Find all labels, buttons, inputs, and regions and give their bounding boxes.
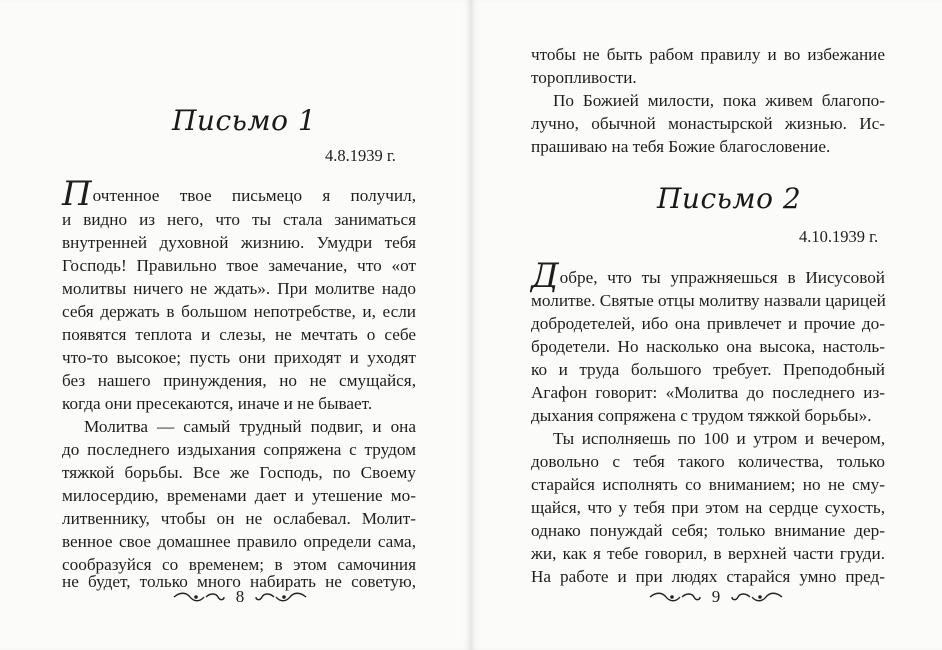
paragraph-line: сообразуйся со временем; в этом самочиния [62, 555, 416, 574]
letter-1-heading: Письмо 1 [172, 104, 317, 137]
paragraph-line: На работе и при людях старайся умно пред- [531, 567, 885, 586]
paragraph-line: довольно с тебя такого количества, только [531, 452, 885, 471]
paragraph-line: венное свое домашнее правило определи сама, [62, 532, 416, 551]
paragraph-line: жи, как я тебе говорил, в верхней части груди. [531, 544, 885, 563]
paragraph-line: дыхания сопряжена с трудом тяжкой борьбы». [531, 406, 872, 425]
drop-cap: Д [531, 256, 559, 296]
paragraph-line [531, 256, 885, 296]
paragraph-line: лучно, обычной монастырской жизнью. Ис- [531, 114, 885, 133]
paragraph-line: и видно из него, что ты стала заниматься [62, 210, 416, 229]
paragraph-line: литвеннику, чтобы он не ослабевал. Молит- [62, 509, 416, 528]
paragraph-line: что-то высокое; пусть они приходят и уходят [62, 348, 416, 367]
paragraph-line: когда они пресекаются, иначе и не бывает. [62, 394, 373, 413]
paragraph-line: до последнего издыхания сопряжена с трудом [62, 440, 416, 459]
page-number: 8 [235, 587, 245, 606]
paragraph-line: Господь! Правильно твое замечание, что «от [62, 256, 416, 275]
paragraph-line: появятся теплота и слезы, не мечтать о себе [62, 325, 416, 344]
letter-1-date: 4.8.1939 г. [325, 146, 396, 165]
paragraph-line: однако понуждай себя; только внимание дер- [531, 521, 885, 540]
paragraph-line: По Божией милости, пока живем благопо- [553, 91, 885, 110]
paragraph-line: молитвы ничего не ждать». При молитве надо [62, 279, 416, 298]
paragraph-line: чтобы не быть рабом правилу и во избежание [531, 45, 885, 64]
paragraph-line: себя держать в большом непотребстве, и, если [62, 302, 416, 321]
paragraph-line: прашиваю на тебя Божие благословение. [531, 137, 831, 156]
letter-2-date: 4.10.1939 г. [799, 227, 879, 246]
letter-2-heading: Письмо 2 [657, 182, 802, 215]
paragraph-line: Молитва — самый трудный подвиг, и она [84, 417, 416, 436]
ornament-icon [730, 590, 784, 604]
paragraph-line: тяжкой борьбы. Все же Господь, по Своему [62, 463, 416, 482]
page-number: 9 [711, 587, 721, 606]
right-page-footer [636, 586, 796, 608]
paragraph-line: старайся исполнять со вниманием; но не сму- [531, 475, 885, 494]
right-page [471, 0, 942, 650]
paragraph-line: бродетели. Но насколько она высока, настоль- [531, 337, 885, 356]
paragraph-line: щайся, что у тебя при этом на сердце сухость, [531, 498, 885, 517]
paragraph-line: без нашего принуждения, но не смущайся, [62, 371, 416, 390]
line-text: очтенное твое письмецо я получил, [92, 186, 416, 205]
line-text: обре, что ты упражняешься в Иисусовой [559, 268, 885, 287]
paragraph-line: Агафон говорит: «Молитва до последнего из- [531, 383, 885, 402]
paragraph-line: внутренней духовной жизнию. Умудри тебя [62, 233, 416, 252]
paragraph-line: торопливости. [531, 68, 637, 87]
drop-cap: П [62, 174, 92, 214]
paragraph-line: милосердию, временами дает и утешение мо- [62, 486, 416, 505]
paragraph-line: Ты исполняешь по 100 и утром и вечером, [553, 429, 885, 448]
ornament-icon [648, 590, 702, 604]
paragraph-line: добродетелей, ибо она привлечет и прочие до- [531, 314, 885, 333]
paragraph-line: ко и труда большого требует. Преподобный [531, 360, 885, 379]
paragraph-line: молитве. Святые отцы молитву назвали царицей [531, 291, 886, 310]
paragraph-line [62, 174, 416, 214]
paragraph-line: не будет, только много набирать не советую, [62, 572, 416, 591]
